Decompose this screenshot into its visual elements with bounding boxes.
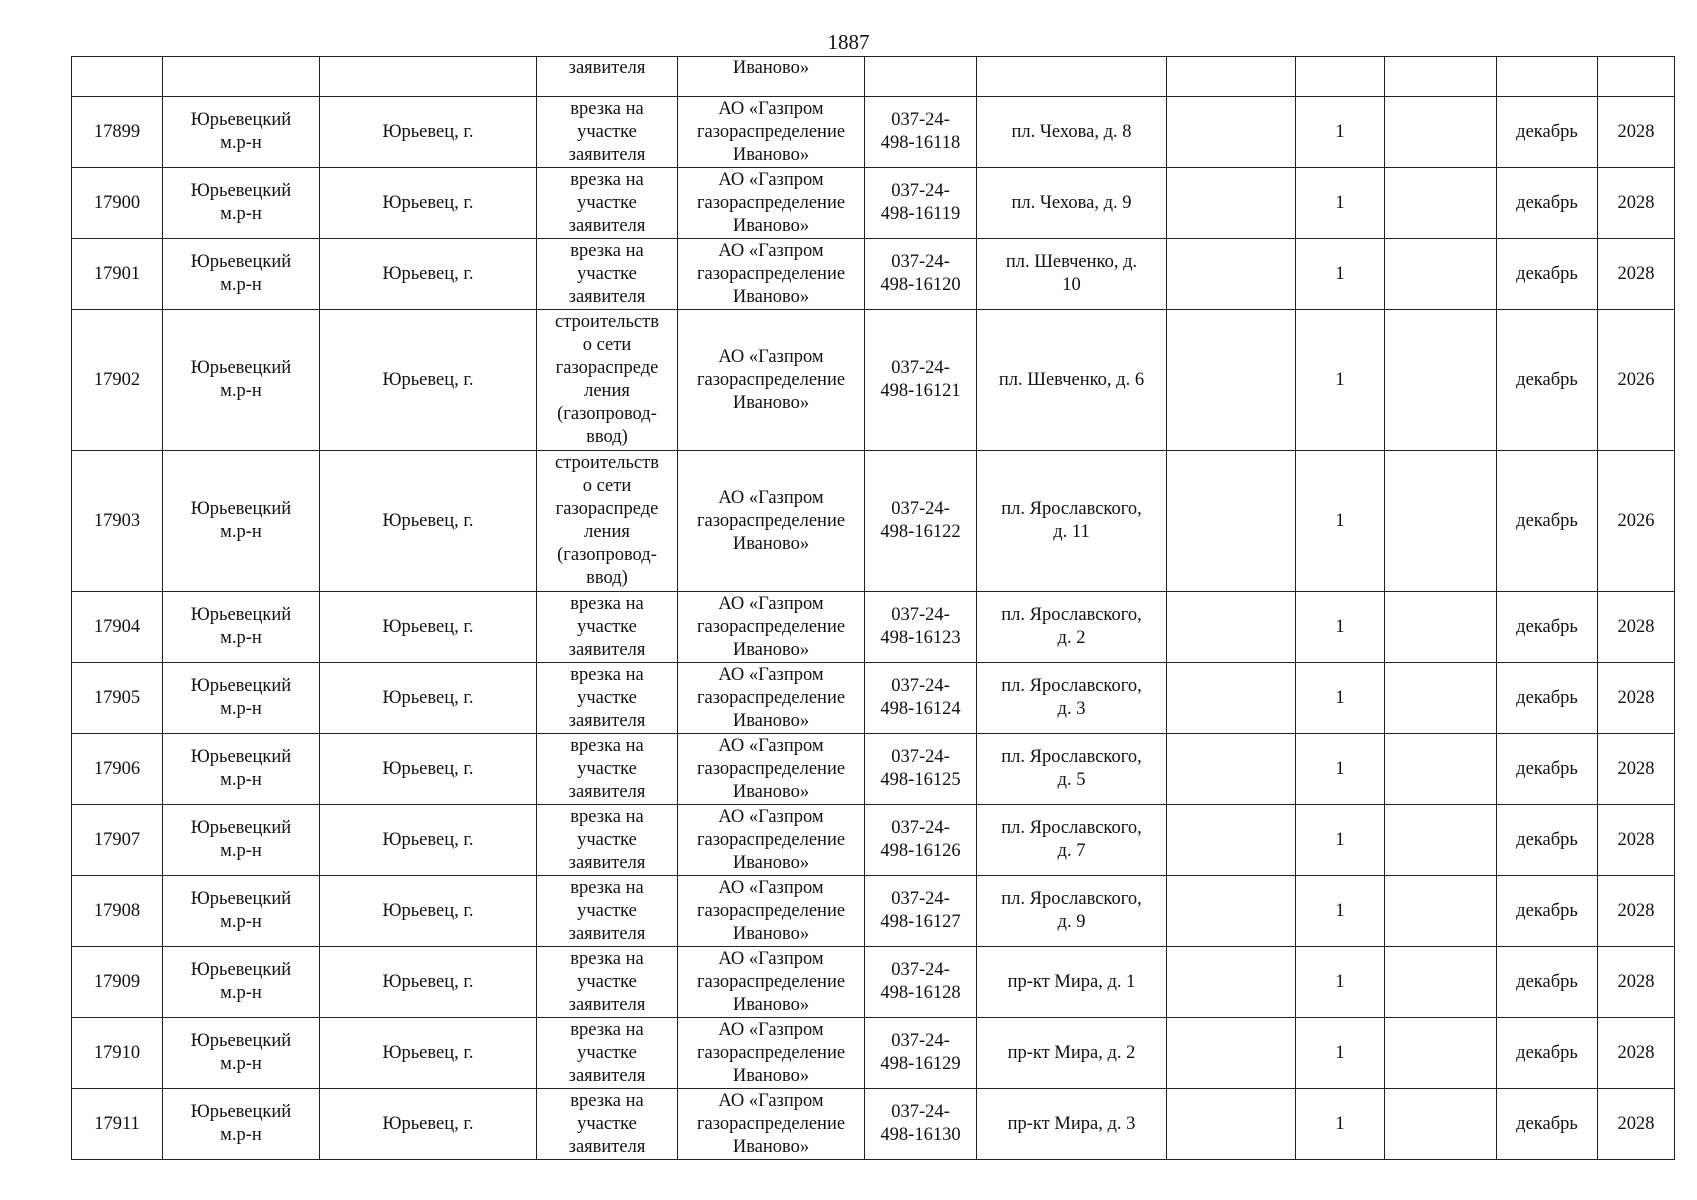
cell-quantity: 1 [1296, 592, 1385, 663]
cell-empty [1167, 663, 1296, 734]
cell-work-type: врезка на участке заявителя [537, 947, 678, 1018]
cell-locality: Юрьевец, г. [320, 876, 537, 947]
cell-empty [1167, 947, 1296, 1018]
cell-organization: АО «Газпром газораспределение Иваново» [678, 239, 865, 310]
cell-year: 2028 [1598, 168, 1675, 239]
cell-number: 17906 [72, 734, 163, 805]
cell-number: 17905 [72, 663, 163, 734]
cell-locality: Юрьевец, г. [320, 1089, 537, 1160]
cell-quantity [1296, 57, 1385, 97]
cell-organization: АО «Газпром газораспределение Иваново» [678, 805, 865, 876]
cell-code: 037-24- 498-16125 [865, 734, 977, 805]
cell-organization: АО «Газпром газораспределение Иваново» [678, 168, 865, 239]
cell-organization: АО «Газпром газораспределение Иваново» [678, 1018, 865, 1089]
cell-work-type: строительств о сети газораспреде ления (газопровод- ввод) [537, 451, 678, 592]
cell-organization: АО «Газпром газораспределение Иваново» [678, 1089, 865, 1160]
cell-empty [1167, 168, 1296, 239]
cell-quantity: 1 [1296, 876, 1385, 947]
cell-number: 17907 [72, 805, 163, 876]
cell-empty [1167, 1089, 1296, 1160]
cell-work-type: врезка на участке заявителя [537, 592, 678, 663]
cell-organization: АО «Газпром газораспределение Иваново» [678, 734, 865, 805]
cell-year: 2028 [1598, 876, 1675, 947]
cell-month: декабрь [1497, 734, 1598, 805]
cell-empty [1385, 168, 1497, 239]
cell-organization: Иваново» [678, 57, 865, 97]
table-row [72, 663, 1675, 734]
cell-empty [1385, 592, 1497, 663]
cell-empty [1385, 1018, 1497, 1089]
table-row [72, 592, 1675, 663]
cell-month: декабрь [1497, 663, 1598, 734]
cell-empty [1385, 57, 1497, 97]
page-number: 1887 [827, 30, 870, 54]
cell-number: 17904 [72, 592, 163, 663]
cell-empty [1385, 947, 1497, 1018]
cell-district: Юрьевецкий м.р-н [163, 947, 320, 1018]
cell-month: декабрь [1497, 168, 1598, 239]
cell-empty [1167, 310, 1296, 451]
cell-district [163, 57, 320, 97]
cell-address: пл. Чехова, д. 8 [977, 97, 1167, 168]
cell-year: 2026 [1598, 451, 1675, 592]
cell-organization: АО «Газпром газораспределение Иваново» [678, 876, 865, 947]
continuation-row [72, 57, 1675, 97]
cell-month: декабрь [1497, 239, 1598, 310]
cell-work-type: врезка на участке заявителя [537, 663, 678, 734]
table-row [72, 239, 1675, 310]
cell-quantity: 1 [1296, 451, 1385, 592]
cell-year: 2028 [1598, 734, 1675, 805]
cell-number: 17900 [72, 168, 163, 239]
cell-month: декабрь [1497, 876, 1598, 947]
cell-code [865, 57, 977, 97]
cell-number: 17902 [72, 310, 163, 451]
cell-district: Юрьевецкий м.р-н [163, 663, 320, 734]
table-row [72, 97, 1675, 168]
cell-address: пл. Ярославского, д. 11 [977, 451, 1167, 592]
cell-year: 2028 [1598, 663, 1675, 734]
cell-code: 037-24- 498-16126 [865, 805, 977, 876]
cell-empty [1385, 239, 1497, 310]
table-row [72, 1018, 1675, 1089]
cell-month: декабрь [1497, 947, 1598, 1018]
cell-address: пр-кт Мира, д. 3 [977, 1089, 1167, 1160]
cell-work-type: врезка на участке заявителя [537, 168, 678, 239]
cell-code: 037-24- 498-16122 [865, 451, 977, 592]
cell-empty [1385, 1089, 1497, 1160]
cell-empty [1385, 97, 1497, 168]
cell-month: декабрь [1497, 451, 1598, 592]
cell-empty [1385, 876, 1497, 947]
cell-address [977, 57, 1167, 97]
cell-empty [1167, 239, 1296, 310]
cell-quantity: 1 [1296, 310, 1385, 451]
table-row [72, 168, 1675, 239]
cell-empty [1167, 876, 1296, 947]
cell-work-type: врезка на участке заявителя [537, 1089, 678, 1160]
cell-address: пл. Чехова, д. 9 [977, 168, 1167, 239]
table-body [72, 57, 1675, 1160]
cell-district: Юрьевецкий м.р-н [163, 239, 320, 310]
cell-quantity: 1 [1296, 947, 1385, 1018]
cell-address: пл. Шевченко, д. 10 [977, 239, 1167, 310]
cell-code: 037-24- 498-16120 [865, 239, 977, 310]
table-row [72, 310, 1675, 451]
cell-code: 037-24- 498-16127 [865, 876, 977, 947]
cell-code: 037-24- 498-16129 [865, 1018, 977, 1089]
cell-empty [1385, 310, 1497, 451]
cell-organization: АО «Газпром газораспределение Иваново» [678, 451, 865, 592]
gasification-table [71, 56, 1675, 1160]
cell-empty [1385, 734, 1497, 805]
cell-month: декабрь [1497, 310, 1598, 451]
cell-organization: АО «Газпром газораспределение Иваново» [678, 592, 865, 663]
cell-year: 2028 [1598, 239, 1675, 310]
cell-work-type: врезка на участке заявителя [537, 734, 678, 805]
cell-year: 2028 [1598, 1089, 1675, 1160]
table-row [72, 451, 1675, 592]
cell-month: декабрь [1497, 805, 1598, 876]
table-row [72, 734, 1675, 805]
cell-empty [1167, 57, 1296, 97]
cell-address: пл. Ярославского, д. 2 [977, 592, 1167, 663]
cell-year: 2028 [1598, 1018, 1675, 1089]
cell-work-type: врезка на участке заявителя [537, 1018, 678, 1089]
cell-code: 037-24- 498-16123 [865, 592, 977, 663]
cell-quantity: 1 [1296, 1018, 1385, 1089]
cell-number: 17911 [72, 1089, 163, 1160]
cell-empty [1385, 663, 1497, 734]
cell-district: Юрьевецкий м.р-н [163, 734, 320, 805]
cell-month: декабрь [1497, 97, 1598, 168]
cell-district: Юрьевецкий м.р-н [163, 451, 320, 592]
cell-year: 2028 [1598, 592, 1675, 663]
cell-empty [1167, 97, 1296, 168]
cell-organization: АО «Газпром газораспределение Иваново» [678, 310, 865, 451]
cell-locality: Юрьевец, г. [320, 97, 537, 168]
cell-organization: АО «Газпром газораспределение Иваново» [678, 663, 865, 734]
cell-quantity: 1 [1296, 239, 1385, 310]
cell-empty [1385, 805, 1497, 876]
cell-year: 2028 [1598, 97, 1675, 168]
cell-district: Юрьевецкий м.р-н [163, 168, 320, 239]
cell-address: пл. Шевченко, д. 6 [977, 310, 1167, 451]
cell-district: Юрьевецкий м.р-н [163, 1089, 320, 1160]
cell-code: 037-24- 498-16121 [865, 310, 977, 451]
cell-address: пр-кт Мира, д. 2 [977, 1018, 1167, 1089]
cell-year [1598, 57, 1675, 97]
cell-year: 2026 [1598, 310, 1675, 451]
cell-organization: АО «Газпром газораспределение Иваново» [678, 947, 865, 1018]
cell-work-type: врезка на участке заявителя [537, 805, 678, 876]
cell-quantity: 1 [1296, 663, 1385, 734]
cell-work-type: строительств о сети газораспреде ления (газопровод- ввод) [537, 310, 678, 451]
cell-empty [1167, 734, 1296, 805]
cell-locality: Юрьевец, г. [320, 310, 537, 451]
cell-empty [1167, 805, 1296, 876]
cell-code: 037-24- 498-16124 [865, 663, 977, 734]
table-row [72, 947, 1675, 1018]
cell-number: 17903 [72, 451, 163, 592]
cell-quantity: 1 [1296, 734, 1385, 805]
cell-number: 17910 [72, 1018, 163, 1089]
cell-code: 037-24- 498-16118 [865, 97, 977, 168]
cell-code: 037-24- 498-16128 [865, 947, 977, 1018]
cell-locality: Юрьевец, г. [320, 663, 537, 734]
cell-code: 037-24- 498-16130 [865, 1089, 977, 1160]
cell-empty [1167, 1018, 1296, 1089]
cell-code: 037-24- 498-16119 [865, 168, 977, 239]
cell-number: 17899 [72, 97, 163, 168]
cell-month: декабрь [1497, 1018, 1598, 1089]
cell-number [72, 57, 163, 97]
cell-empty [1385, 451, 1497, 592]
cell-district: Юрьевецкий м.р-н [163, 805, 320, 876]
cell-locality [320, 57, 537, 97]
cell-district: Юрьевецкий м.р-н [163, 310, 320, 451]
cell-quantity: 1 [1296, 1089, 1385, 1160]
cell-empty [1167, 592, 1296, 663]
cell-quantity: 1 [1296, 805, 1385, 876]
cell-locality: Юрьевец, г. [320, 451, 537, 592]
table-row [72, 876, 1675, 947]
cell-address: пл. Ярославского, д. 7 [977, 805, 1167, 876]
cell-year: 2028 [1598, 805, 1675, 876]
cell-district: Юрьевецкий м.р-н [163, 1018, 320, 1089]
cell-organization: АО «Газпром газораспределение Иваново» [678, 97, 865, 168]
cell-number: 17909 [72, 947, 163, 1018]
cell-month: декабрь [1497, 592, 1598, 663]
cell-work-type: врезка на участке заявителя [537, 876, 678, 947]
table-row [72, 1089, 1675, 1160]
cell-month [1497, 57, 1598, 97]
cell-work-type: врезка на участке заявителя [537, 239, 678, 310]
cell-district: Юрьевецкий м.р-н [163, 97, 320, 168]
cell-year: 2028 [1598, 947, 1675, 1018]
cell-quantity: 1 [1296, 97, 1385, 168]
cell-work-type: врезка на участке заявителя [537, 97, 678, 168]
cell-locality: Юрьевец, г. [320, 168, 537, 239]
cell-locality: Юрьевец, г. [320, 1018, 537, 1089]
cell-address: пл. Ярославского, д. 9 [977, 876, 1167, 947]
cell-number: 17901 [72, 239, 163, 310]
cell-work-type: заявителя [537, 57, 678, 97]
cell-address: пр-кт Мира, д. 1 [977, 947, 1167, 1018]
cell-number: 17908 [72, 876, 163, 947]
cell-address: пл. Ярославского, д. 3 [977, 663, 1167, 734]
cell-district: Юрьевецкий м.р-н [163, 592, 320, 663]
cell-locality: Юрьевец, г. [320, 592, 537, 663]
cell-address: пл. Ярославского, д. 5 [977, 734, 1167, 805]
cell-locality: Юрьевец, г. [320, 734, 537, 805]
cell-district: Юрьевецкий м.р-н [163, 876, 320, 947]
cell-empty [1167, 451, 1296, 592]
table-row [72, 805, 1675, 876]
cell-locality: Юрьевец, г. [320, 947, 537, 1018]
cell-locality: Юрьевец, г. [320, 805, 537, 876]
cell-quantity: 1 [1296, 168, 1385, 239]
cell-month: декабрь [1497, 1089, 1598, 1160]
cell-locality: Юрьевец, г. [320, 239, 537, 310]
